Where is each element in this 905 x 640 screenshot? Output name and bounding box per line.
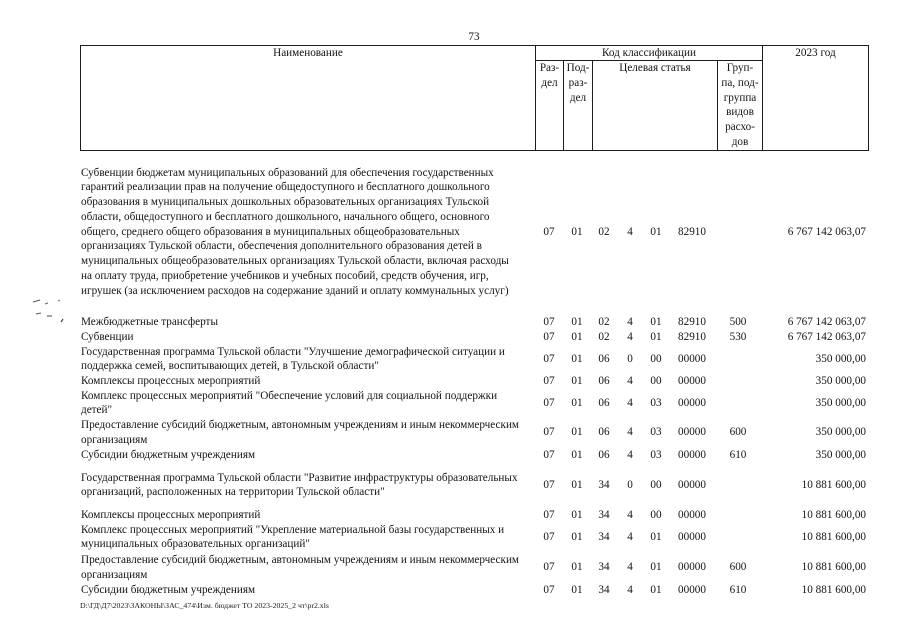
row-amount-2023: 10 881 600,00 bbox=[801, 478, 866, 491]
row-target-article-direction: 00000 bbox=[678, 508, 706, 521]
row-subsection-code: 01 bbox=[571, 448, 583, 461]
row-name: Предоставление субсидий бюджетным, автономным учреждениям и иным некоммерческим организациям bbox=[81, 554, 520, 581]
row-target-article-type: 0 bbox=[627, 478, 633, 491]
row-subsection-code: 01 bbox=[571, 225, 583, 238]
row-amount-2023: 350 000,00 bbox=[815, 396, 866, 409]
row-subsection-code: 01 bbox=[571, 396, 583, 409]
row-target-article-subgroup: 03 bbox=[650, 448, 662, 461]
row-expense-group-code: 610 bbox=[729, 448, 747, 461]
row-section-code: 07 bbox=[543, 530, 555, 543]
row-section-code: 07 bbox=[543, 561, 555, 574]
row-target-article-subgroup: 01 bbox=[650, 583, 662, 596]
row-target-article-direction: 00000 bbox=[678, 583, 706, 596]
row-target-article-program: 34 bbox=[598, 478, 610, 491]
row-target-article-type: 4 bbox=[627, 508, 633, 521]
row-target-article-type: 4 bbox=[627, 561, 633, 574]
row-target-article-direction: 82910 bbox=[678, 315, 706, 328]
row-target-article-subgroup: 01 bbox=[650, 225, 662, 238]
row-name: Предоставление субсидий бюджетным, автономным учреждениям и иным некоммерческим организациям bbox=[81, 419, 520, 446]
row-target-article-subgroup: 01 bbox=[650, 561, 662, 574]
row-target-article-program: 06 bbox=[598, 448, 610, 461]
row-amount-2023: 10 881 600,00 bbox=[801, 508, 866, 521]
row-amount-2023: 350 000,00 bbox=[815, 448, 866, 461]
row-target-article-subgroup: 00 bbox=[650, 374, 662, 387]
row-target-article-program: 34 bbox=[598, 508, 610, 521]
row-target-article-subgroup: 00 bbox=[650, 478, 662, 491]
table-row bbox=[81, 471, 866, 501]
row-target-article-type: 4 bbox=[627, 530, 633, 543]
page-number: 73 bbox=[468, 31, 480, 43]
row-target-article-program: 06 bbox=[598, 396, 610, 409]
row-expense-group-code: 610 bbox=[729, 583, 747, 596]
row-expense-group-code: 530 bbox=[729, 330, 747, 343]
row-amount-2023: 6 767 142 063,07 bbox=[787, 330, 866, 343]
row-name: Субсидии бюджетным учреждениям bbox=[81, 448, 256, 461]
row-expense-group-code: 600 bbox=[729, 426, 747, 439]
row-amount-2023: 10 881 600,00 bbox=[801, 530, 866, 543]
row-name: Государственная программа Тульской области "Развитие инфраструктуры образовательных организаций, расположенных на территории Тульской области" bbox=[81, 471, 518, 499]
row-section-code: 07 bbox=[543, 583, 555, 596]
row-target-article-type: 4 bbox=[627, 448, 633, 461]
row-target-article-direction: 82910 bbox=[678, 225, 706, 238]
row-target-article-subgroup: 01 bbox=[650, 315, 662, 328]
row-section-code: 07 bbox=[543, 330, 555, 343]
row-target-article-direction: 00000 bbox=[678, 352, 706, 365]
row-target-article-program: 34 bbox=[598, 530, 610, 543]
row-target-article-program: 34 bbox=[598, 561, 610, 574]
row-subsection-code: 01 bbox=[571, 561, 583, 574]
row-subsection-code: 01 bbox=[571, 478, 583, 491]
row-target-article-type: 4 bbox=[627, 315, 633, 328]
row-target-article-subgroup: 00 bbox=[650, 352, 662, 365]
row-subsection-code: 01 bbox=[571, 583, 583, 596]
row-subsection-code: 01 bbox=[571, 315, 583, 328]
header-section: Раз- дел bbox=[535, 60, 564, 151]
table-row bbox=[81, 374, 866, 389]
row-subsection-code: 01 bbox=[571, 426, 583, 439]
row-amount-2023: 350 000,00 bbox=[815, 352, 866, 365]
row-target-article-type: 4 bbox=[627, 374, 633, 387]
row-subsection-code: 01 bbox=[571, 374, 583, 387]
row-target-article-program: 02 bbox=[598, 330, 610, 343]
row-expense-group-code: 600 bbox=[729, 561, 747, 574]
row-name: Субсидии бюджетным учреждениям bbox=[81, 583, 256, 596]
row-subsection-code: 01 bbox=[571, 530, 583, 543]
row-target-article-direction: 82910 bbox=[678, 330, 706, 343]
table-row bbox=[81, 448, 866, 463]
row-section-code: 07 bbox=[543, 478, 555, 491]
row-target-article-direction: 00000 bbox=[678, 530, 706, 543]
header-subsection: Под- раз- дел bbox=[563, 60, 593, 151]
row-target-article-direction: 00000 bbox=[678, 478, 706, 491]
row-target-article-subgroup: 03 bbox=[650, 426, 662, 439]
header-target-article: Целевая статья bbox=[592, 60, 718, 151]
row-target-article-program: 02 bbox=[598, 225, 610, 238]
row-subsection-code: 01 bbox=[571, 508, 583, 521]
row-target-article-direction: 00000 bbox=[678, 374, 706, 387]
table-row bbox=[81, 418, 866, 448]
row-name: Межбюджетные трансферты bbox=[81, 315, 218, 328]
row-subsection-code: 01 bbox=[571, 330, 583, 343]
header-name: Наименование bbox=[80, 45, 536, 151]
row-target-article-type: 4 bbox=[627, 583, 633, 596]
header-expense-group: Груп- па, под- группа видов расхо- дов bbox=[717, 60, 763, 151]
row-name: Субвенции bbox=[81, 330, 134, 343]
row-target-article-type: 0 bbox=[627, 352, 633, 365]
table-row bbox=[81, 583, 866, 598]
row-target-article-program: 06 bbox=[598, 426, 610, 439]
row-target-article-subgroup: 00 bbox=[650, 508, 662, 521]
row-amount-2023: 350 000,00 bbox=[815, 426, 866, 439]
table-row bbox=[81, 553, 866, 583]
table-row bbox=[81, 315, 866, 330]
row-section-code: 07 bbox=[543, 396, 555, 409]
row-target-article-program: 02 bbox=[598, 315, 610, 328]
row-amount-2023: 10 881 600,00 bbox=[801, 561, 866, 574]
table-row bbox=[81, 508, 866, 523]
row-target-article-direction: 00000 bbox=[678, 396, 706, 409]
row-target-article-type: 4 bbox=[627, 330, 633, 343]
row-target-article-program: 34 bbox=[598, 583, 610, 596]
row-target-article-type: 4 bbox=[627, 396, 633, 409]
row-target-article-direction: 00000 bbox=[678, 448, 706, 461]
header-year: 2023 год bbox=[762, 45, 869, 151]
table-row bbox=[81, 389, 866, 419]
row-section-code: 07 bbox=[543, 448, 555, 461]
row-target-article-type: 4 bbox=[627, 426, 633, 439]
table-row bbox=[81, 330, 866, 345]
row-name: Комплекс процессных мероприятий "Обеспечение условий для социальной поддержки детей" bbox=[81, 389, 498, 417]
table-row bbox=[81, 166, 866, 299]
footer-file-path: D:\ГД\Д7\2023\ЗАКОНЫ\ЗАС_474\Изм. бюджет ТО 2023-2025_2 чт\pr2.xls bbox=[80, 601, 329, 610]
row-section-code: 07 bbox=[543, 508, 555, 521]
row-section-code: 07 bbox=[543, 225, 555, 238]
row-section-code: 07 bbox=[543, 352, 555, 365]
row-target-article-direction: 00000 bbox=[678, 561, 706, 574]
row-subsection-code: 01 bbox=[571, 352, 583, 365]
row-amount-2023: 350 000,00 bbox=[815, 374, 866, 387]
row-expense-group-code: 500 bbox=[729, 315, 747, 328]
row-target-article-subgroup: 01 bbox=[650, 330, 662, 343]
row-target-article-direction: 00000 bbox=[678, 426, 706, 439]
row-amount-2023: 6 767 142 063,07 bbox=[787, 225, 866, 238]
row-section-code: 07 bbox=[543, 374, 555, 387]
row-amount-2023: 6 767 142 063,07 bbox=[787, 315, 866, 328]
table-row bbox=[81, 523, 866, 553]
row-target-article-subgroup: 01 bbox=[650, 530, 662, 543]
row-target-article-type: 4 bbox=[627, 225, 633, 238]
row-name: Государственная программа Тульской области "Улучшение демографической ситуации и поддержка семей, воспитывающих детей, в Тульской области" bbox=[81, 345, 505, 373]
row-target-article-program: 06 bbox=[598, 352, 610, 365]
row-target-article-program: 06 bbox=[598, 374, 610, 387]
row-name: Комплексы процессных мероприятий bbox=[81, 374, 261, 387]
row-section-code: 07 bbox=[543, 426, 555, 439]
header-classification-code: Код классификации bbox=[535, 45, 763, 61]
scan-artifact bbox=[25, 295, 81, 327]
row-name: Субвенции бюджетам муниципальных образований для обеспечения государственных гарантий реализации прав на получение общедоступного и бесплатного дошкольного образования в муниципальных дошкольных образовательных организациях Тульской области, общедоступного и бесплатного дошкольного, начального общего, основного общего, среднего общего образования в муниципальных общеобразовательных организациях Тульской области, обеспечения дополнительного образования детей в муниципальных общеобразовательных организациях Тульской области, включая расходы на оплату труда, приобретение учебников и учебных пособий, средств обучения, игр, игрушек (за исключением расходов на содержание зданий и оплату коммунальных услуг) bbox=[81, 166, 509, 297]
table-row bbox=[81, 345, 866, 375]
row-name: Комплексы процессных мероприятий bbox=[81, 508, 261, 521]
row-section-code: 07 bbox=[543, 315, 555, 328]
row-target-article-subgroup: 03 bbox=[650, 396, 662, 409]
row-name: Комплекс процессных мероприятий "Укрепление материальной базы государственных и муниципальных образовательных организаций" bbox=[81, 523, 505, 551]
row-amount-2023: 10 881 600,00 bbox=[801, 583, 866, 596]
